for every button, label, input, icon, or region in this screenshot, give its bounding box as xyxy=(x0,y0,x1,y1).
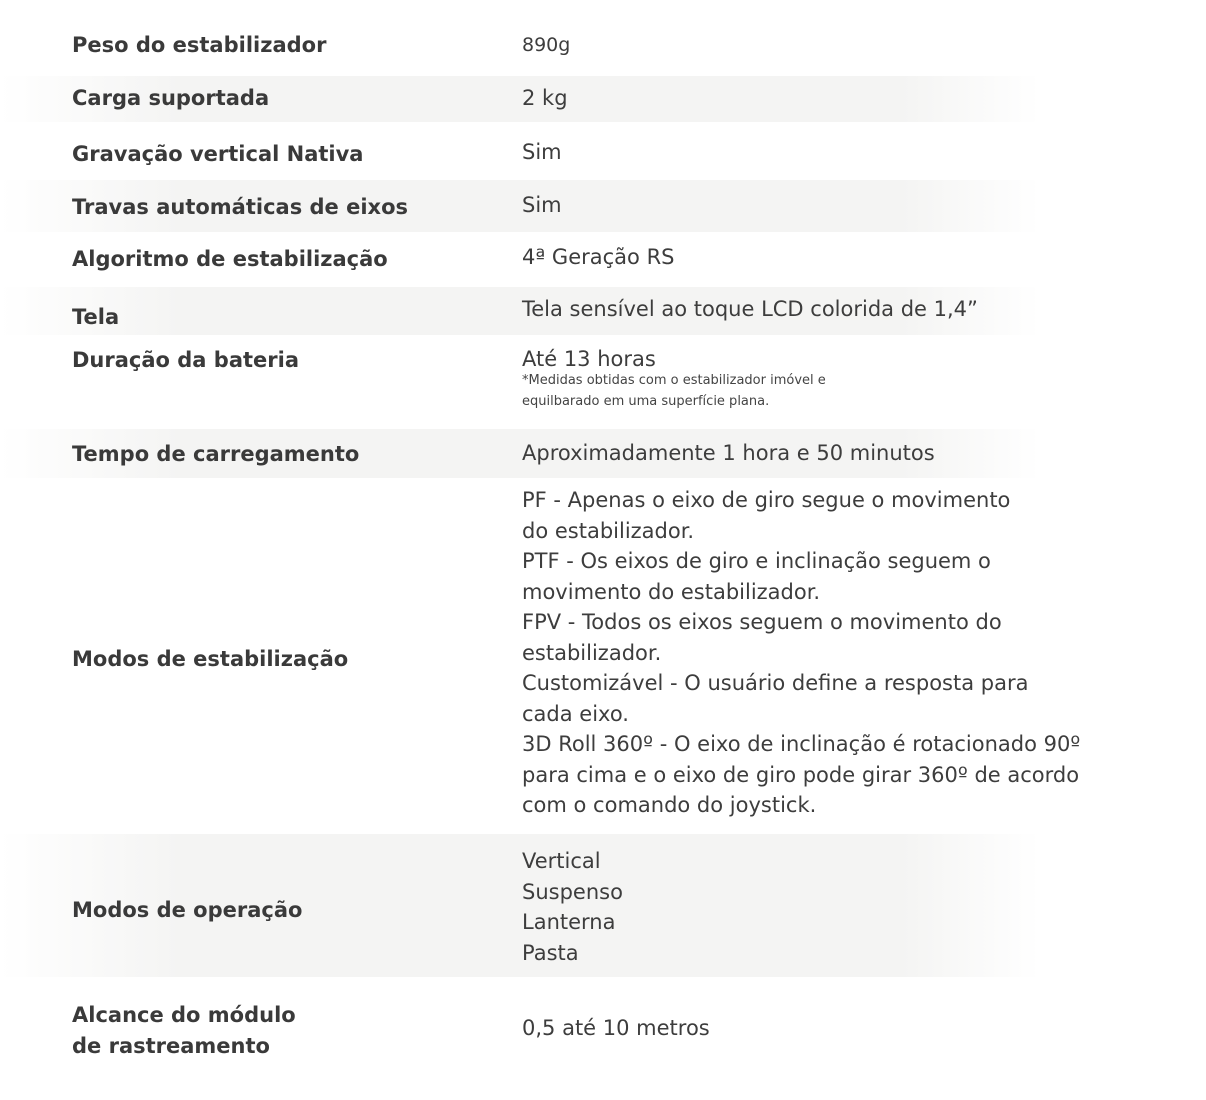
spec-label-text: Algoritmo de estabilização xyxy=(72,247,388,271)
spec-label xyxy=(72,30,492,61)
spec-row-load xyxy=(0,76,1206,122)
footnote-line: *Medidas obtidas com o estabilizador imóvel e xyxy=(522,372,826,388)
spec-value-text: cada eixo. xyxy=(522,701,629,726)
spec-label-text: Tempo de carregamento xyxy=(72,442,360,466)
spec-value-text: com o comando do joystick. xyxy=(522,793,817,817)
spec-value xyxy=(522,83,1202,114)
spec-label xyxy=(72,192,492,223)
spec-value-text: estabilizador. xyxy=(522,640,662,665)
spec-row-stabilization-modes xyxy=(0,480,1206,832)
spec-label-text: Modos de estabilização xyxy=(72,647,349,671)
spec-row-battery xyxy=(0,337,1206,427)
spec-label xyxy=(72,644,492,675)
spec-value-text: do estabilizador. xyxy=(522,518,695,543)
spec-row-axis-locks xyxy=(0,180,1206,232)
spec-label xyxy=(72,302,492,333)
spec-label xyxy=(72,895,492,926)
spec-label xyxy=(72,139,492,170)
spec-value xyxy=(522,846,1202,968)
spec-value-text: PTF - Os eixos de giro e inclinação seguem o xyxy=(522,549,991,573)
spec-label-text: Tela xyxy=(72,305,120,329)
spec-value-text: Aproximadamente 1 hora e 50 minutos xyxy=(522,441,935,465)
spec-value xyxy=(522,242,1202,273)
spec-value xyxy=(522,137,1202,168)
spec-label xyxy=(72,244,492,275)
spec-value xyxy=(522,190,1202,221)
spec-value-text: 4ª Geração RS xyxy=(522,245,675,269)
spec-value-text: Sim xyxy=(522,193,562,217)
spec-value-text: 0,5 até 10 metros xyxy=(522,1016,710,1040)
spec-value-text: Tela sensível ao toque LCD colorida de 1,4” xyxy=(522,297,978,321)
spec-value-text: 2 kg xyxy=(522,86,568,110)
spec-label-text: Alcance do módulo xyxy=(72,1003,296,1027)
battery-footnote xyxy=(522,370,1202,412)
spec-value-text: para cima e o eixo de giro pode girar 360º de acordo xyxy=(522,762,1080,787)
spec-label xyxy=(72,83,492,114)
spec-label xyxy=(72,439,492,470)
spec-value-text: movimento do estabilizador. xyxy=(522,579,821,604)
spec-row-tracking-range xyxy=(0,980,1206,1070)
spec-value-text: Pasta xyxy=(522,940,579,965)
spec-label xyxy=(72,345,492,376)
spec-value-text: Customizável - O usuário define a resposta para xyxy=(522,671,1029,695)
spec-row-weight xyxy=(0,22,1206,68)
spec-label-text: Gravação vertical Nativa xyxy=(72,142,364,166)
spec-value xyxy=(522,485,1202,821)
spec-value xyxy=(522,438,1202,469)
spec-value xyxy=(522,1013,1202,1044)
spec-label-text: Carga suportada xyxy=(72,86,270,110)
footnote-line: equilbarado em uma superfície plana. xyxy=(522,393,770,409)
spec-value xyxy=(522,30,1202,61)
spec-label-text: Duração da bateria xyxy=(72,348,299,372)
spec-value-text: Lanterna xyxy=(522,910,616,934)
spec-value-text: Sim xyxy=(522,140,562,164)
spec-label xyxy=(72,1000,492,1062)
spec-label-text: Modos de operação xyxy=(72,898,303,922)
spec-row-vertical xyxy=(0,124,1206,178)
spec-value-text: Vertical xyxy=(522,849,601,873)
spec-value-text: Até 13 horas xyxy=(522,347,656,371)
spec-value xyxy=(522,344,1202,412)
spec-value-text: Suspenso xyxy=(522,879,623,904)
spec-row-operation-modes xyxy=(0,834,1206,977)
spec-row-screen xyxy=(0,287,1206,335)
spec-label-text: Travas automáticas de eixos xyxy=(72,195,409,219)
spec-row-charge-time xyxy=(0,429,1206,478)
spec-value-text: 3D Roll 360º - O eixo de inclinação é rotacionado 90º xyxy=(522,732,1081,756)
spec-label-text: Peso do estabilizador xyxy=(72,33,327,57)
spec-value xyxy=(522,294,1202,325)
spec-value-text: 890g xyxy=(522,34,571,56)
spec-row-algorithm xyxy=(0,232,1206,284)
spec-value-text: FPV - Todos os eixos seguem o movimento do xyxy=(522,610,1002,634)
spec-label-text: de rastreamento xyxy=(72,1034,270,1058)
spec-value-text: PF - Apenas o eixo de giro segue o movimento xyxy=(522,488,1011,512)
